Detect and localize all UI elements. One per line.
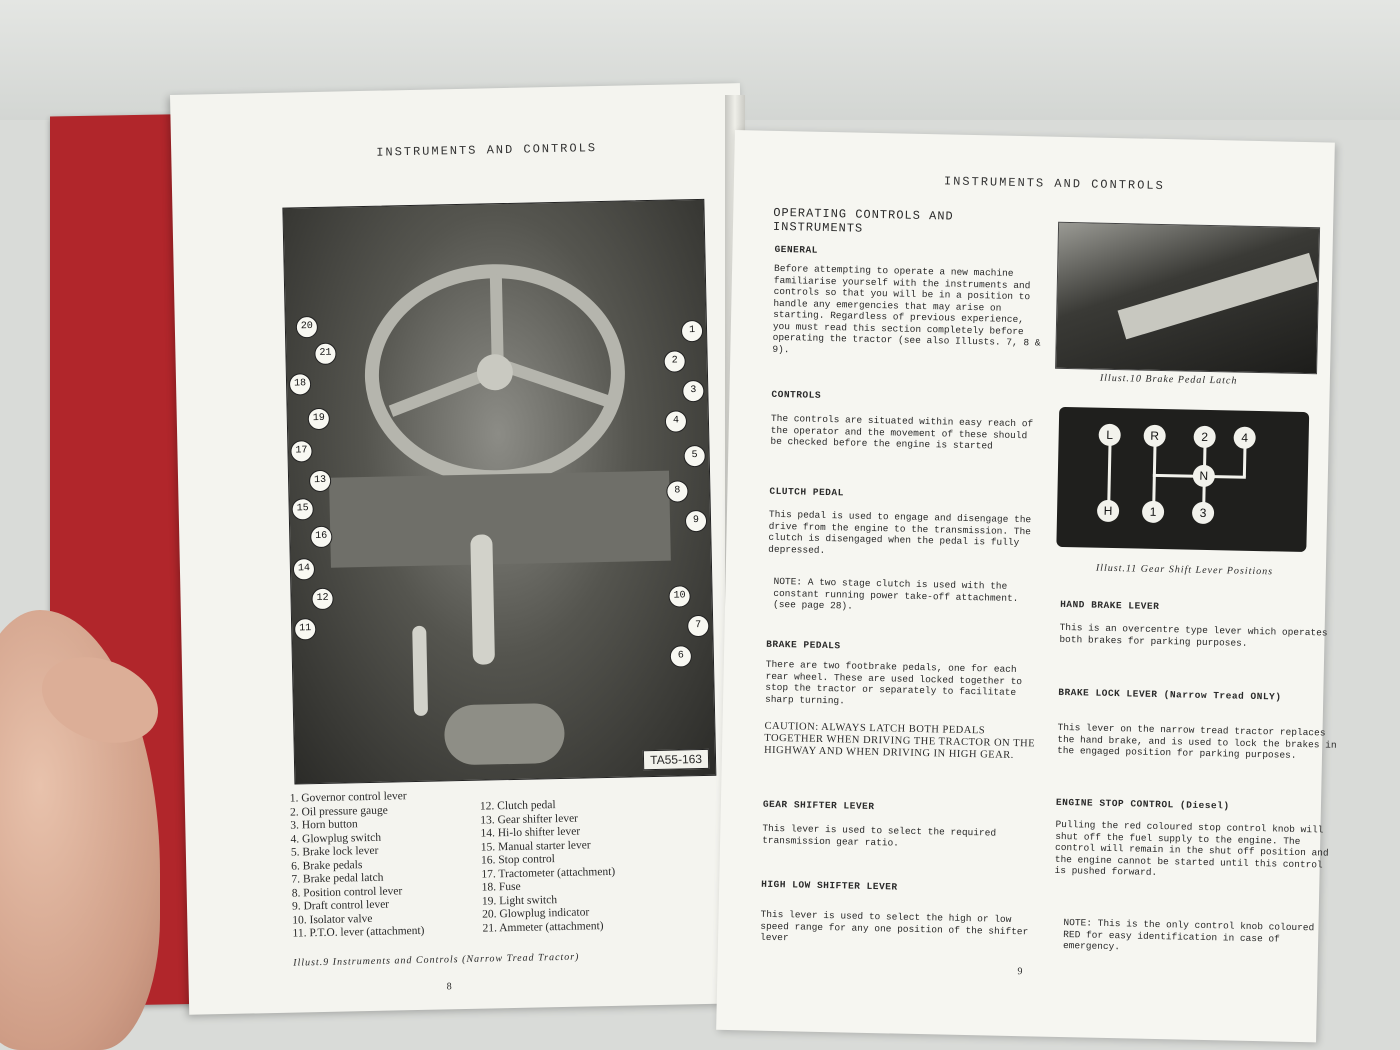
illust9-caption: Illust.9 Instruments and Controls (Narrow Tread Tractor) xyxy=(293,951,580,969)
illust11-caption: Illust.11 Gear Shift Lever Positions xyxy=(1095,562,1274,578)
text-handbrake: This is an overcentre type lever which operates both brakes for parking purposes. xyxy=(1059,621,1328,649)
heading-handbrake: HAND BRAKE LEVER xyxy=(1060,598,1160,612)
legend-item: 7. Brake pedal latch xyxy=(291,871,384,886)
text-clutch: This pedal is used to engage and disengage the drive from the engine to the transmission. The clutch is disengaged when the pedal is fully depressed. xyxy=(768,508,1032,556)
heading-gear: GEAR SHIFTER LEVER xyxy=(762,798,875,813)
legend-item: 2. Oil pressure gauge xyxy=(289,804,388,819)
gear-position-1: 1 xyxy=(1142,501,1164,523)
callout-12: 12 xyxy=(311,588,333,610)
brake-pedal-latch-photo xyxy=(1055,222,1320,374)
callout-20: 20 xyxy=(296,316,318,338)
gear-position-2: 2 xyxy=(1193,426,1215,448)
legend-item: 20. Glowplug indicator xyxy=(482,906,590,921)
gear-position-R: R xyxy=(1143,425,1165,447)
callout-17: 17 xyxy=(290,440,312,462)
pto-housing xyxy=(444,703,565,765)
legend-item: 17. Tractometer (attachment) xyxy=(481,865,616,881)
legend-item: 4. Glowplug switch xyxy=(290,831,382,846)
callout-11: 11 xyxy=(294,618,316,640)
callout-3: 3 xyxy=(682,380,704,402)
text-hilo: This lever is used to select the high or low speed range for any one position of the shifter lever xyxy=(759,908,1029,944)
left-page xyxy=(170,83,759,1015)
callout-5: 5 xyxy=(683,445,705,467)
heading-controls: CONTROLS xyxy=(771,388,822,401)
dash-panel xyxy=(329,471,671,568)
gear-lever xyxy=(470,534,495,664)
gear-position-L: L xyxy=(1098,424,1120,446)
callout-19: 19 xyxy=(308,408,330,430)
callout-4: 4 xyxy=(665,410,687,432)
legend-item: 8. Position control lever xyxy=(291,884,403,900)
text-brake: There are two footbrake pedals, one for each rear wheel. These are used locked together to stop the tractor or separately to facilitate sharp turning. xyxy=(764,658,1023,706)
gear-position-N: N xyxy=(1193,465,1215,487)
callout-2: 2 xyxy=(663,350,685,372)
callout-16: 16 xyxy=(310,526,332,548)
heading-brake: BRAKE PEDALS xyxy=(766,638,841,652)
text-enginestop: Pulling the red coloured stop control knob will shut off the fuel supply to the engine. The control will remain in the shut off position and the engine cannot be started until this control is pushed forward. xyxy=(1054,818,1329,879)
gear-position-H: H xyxy=(1097,500,1119,522)
left-page-header: INSTRUMENTS AND CONTROLS xyxy=(376,141,598,160)
legend-item: 5. Brake lock lever xyxy=(290,844,379,859)
right-page xyxy=(716,130,1335,1042)
callout-1: 1 xyxy=(681,320,703,342)
heading-general: GENERAL xyxy=(774,243,819,256)
photo-code: TA55-163 xyxy=(643,749,709,770)
section-title: OPERATING CONTROLS AND INSTRUMENTS xyxy=(772,205,954,236)
callout-6: 6 xyxy=(670,645,692,667)
callout-7: 7 xyxy=(687,615,709,637)
text-brakelock: This lever on the narrow tread tractor replaces the hand brake, and is used to lock the brakes in the engaged position for parking purposes. xyxy=(1056,721,1337,761)
legend-item: 18. Fuse xyxy=(481,880,521,894)
gate-line xyxy=(1243,447,1247,477)
hi-lo-lever xyxy=(412,626,428,716)
gear-shift-diagram xyxy=(1056,407,1309,552)
legend-item: 11. P.T.O. lever (attachment) xyxy=(292,924,425,940)
legend-item: 15. Manual starter lever xyxy=(480,838,591,854)
callout-21: 21 xyxy=(314,343,336,365)
text-gear: This lever is used to select the required transmission gear ratio. xyxy=(762,822,997,849)
heading-clutch: CLUTCH PEDAL xyxy=(769,485,844,499)
note-clutch: NOTE: A two stage clutch is used with the constant running power take-off attachment. (see page 28). xyxy=(772,575,1019,612)
gear-position-4: 4 xyxy=(1233,427,1255,449)
page-number-left: 8 xyxy=(446,981,452,993)
legend-item: 1. Governor control lever xyxy=(289,790,407,805)
legend-item: 3. Horn button xyxy=(290,818,358,832)
heading-brakelock: BRAKE LOCK LEVER (Narrow Tread ONLY) xyxy=(1058,686,1282,703)
legend-item: 10. Isolator valve xyxy=(292,912,373,927)
heading-enginestop: ENGINE STOP CONTROL (Diesel) xyxy=(1055,796,1230,812)
caution-text: CAUTION: ALWAYS LATCH BOTH PEDALS TOGETHER WHEN DRIVING THE TRACTOR ON THE HIGHWAY AND WHEN DRIVING IN HIGH GEAR. xyxy=(763,720,1036,761)
legend-item: 16. Stop control xyxy=(480,853,556,867)
legend-column-1 xyxy=(290,790,425,941)
gate-line xyxy=(1107,444,1111,504)
right-page-header: INSTRUMENTS AND CONTROLS xyxy=(943,174,1165,194)
text-general: Before attempting to operate a new machine familiarise yourself with the instruments and controls so that you will be in a position to handle any emergencies that may arise on starting. Regardless of previous experience, you must read this section completely before operating the tractor (see also Illusts. 7, 8 & 9). xyxy=(772,262,1041,355)
callout-9: 9 xyxy=(685,510,707,532)
legend-item: 13. Gear shifter lever xyxy=(480,812,579,827)
legend-item: 9. Draft control lever xyxy=(291,898,390,913)
legend-column-2 xyxy=(480,798,617,936)
latch-bar xyxy=(1118,253,1318,340)
legend-item: 14. Hi-lo shifter lever xyxy=(480,825,581,840)
gear-position-3: 3 xyxy=(1192,502,1214,524)
callout-18: 18 xyxy=(289,373,311,395)
callout-15: 15 xyxy=(291,498,313,520)
note-red-knob: NOTE: This is the only control knob coloured RED for easy identification in case of emergency. xyxy=(1062,917,1315,953)
callout-13: 13 xyxy=(309,470,331,492)
heading-hilo: HIGH LOW SHIFTER LEVER xyxy=(761,878,898,893)
callout-14: 14 xyxy=(293,558,315,580)
legend-item: 19. Light switch xyxy=(481,893,558,908)
callout-10: 10 xyxy=(668,585,690,607)
page-number-right: 9 xyxy=(1017,966,1023,978)
legend-item: 12. Clutch pedal xyxy=(479,799,556,813)
legend-item: 21. Ammeter (attachment) xyxy=(482,919,604,935)
text-controls: The controls are situated within easy reach of the operator and the movement of these should be checked before the engine is started xyxy=(770,412,1034,452)
illust10-caption: Illust.10 Brake Pedal Latch xyxy=(1099,372,1238,387)
callout-8: 8 xyxy=(666,480,688,502)
tractor-controls-photo xyxy=(282,199,716,785)
legend-item: 6. Brake pedals xyxy=(291,858,363,873)
